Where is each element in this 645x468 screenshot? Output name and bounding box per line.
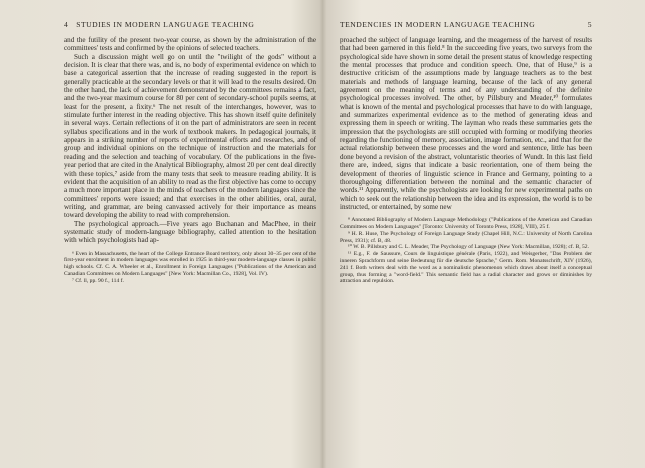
page-number: 5 [587,20,592,29]
left-page-header [64,20,316,32]
paragraph: The psychological approach.—Five years ago Buchanan and MacPhee, in their systematic study of modern-language bibliography, called attention to the hesitation with which psychologists had ap- [64,219,316,245]
left-footnotes [64,251,316,285]
paragraph: and the futility of the present two-year course, as shown by the administration of the committees' tests and confirmed by the opinions of selected teachers. [64,36,316,53]
right-footnotes [340,217,592,285]
footnote: ⁶ Even in Massachusetts, the heart of the College Entrance Board territory, only about 30–35 per cent of the first-year enrolment in modern languages was enrolled in 1925 in third-year modern-language classes in public high schools. Cf. C. A. Wheeler et al., Enrollment in Foreign Languages ("Publications of the American and Canadian Committees on Modern Languages" [New York: Macmillan Co., 1928], Vol. IV). [64,250,316,277]
footnote: ¹⁰ W. B. Pillsbury and C. L. Meader, The Psychology of Language (New York: Macmillan, 1928); cf. B, 52. [348,244,589,251]
footnote: ⁹ H. R. Huse, The Psychology of Foreign Language Study (Chapel Hill, N.C.: University of North Carolina Press, 1931); cf. B, 48. [340,230,592,244]
running-head: TENDENCIES IN MODERN LANGUAGE TEACHING [340,20,536,29]
running-head: STUDIES IN MODERN LANGUAGE TEACHING [76,20,255,29]
left-page [64,20,316,460]
paragraph: Such a discussion might well go on until the "twilight of the gods" without a decision. It is clear that there was, and is, no body of experimental evidence on which to base a categorical assertion that the increase of reading suggested in the report is generally practicable at the secondary levels or that it will lead to the results desired. On the other hand, the lack of achievement demonstrated by the committees remains a fact, and the two-year maximum course for 80 per cent of secondary-school pupils seems, at least for the present, a fixity.⁶ The net result of the interchanges, however, was to stimulate further interest in the reading objective. This has shown itself quite definitely in several ways. Certain reflections of it on the part of administrators are seen in recent syllabus specifications and in the work of textbook makers. In pedagogical journals, it appears in a striking number of reports of experimental efforts and researches, and of group and individual opinions on the technique of instruction and the materials for reading and the selection and teaching of vocabulary. Of the publications in the five-year period that are cited in the Analytical Bibliography, almost 20 per cent deal directly with these topics,⁷ aside from the many tests that seek to measure reading ability. It is evident that the acquisition of an ability to read as the first objective has come to occupy a much more important place in the minds of teachers of the modern languages since the committees' reports were issued; and that exercises in the other abilities, oral, aural, writing, and grammar, are being canvassed actively for their importance as means toward developing the ability to read with comprehension. [64,52,316,220]
right-page-header [340,20,592,32]
footnote: ⁷ Cf. ll, pp. 90 f., 114 f. [72,277,124,284]
left-body-text [64,36,316,245]
footnote: ¹¹ E.g., F. de Saussure, Cours de linguistique générale (Paris, 1922), and Weisgerber, "Das Problem der inneren Sprachform und seine Bedeutung für die deutsche Sprache," Germ. Rom. Monatsschrift, XIV (1926), 241 f. Both writers deal with the word as a nominalistic phenomenon which draws about itself a conceptual group, thus forming a "word-field." This semantic field has a radial character and grows or diminishes by attraction and repulsion. [340,251,592,285]
right-body-text [340,36,592,211]
page-number: 4 [64,20,69,29]
right-page [340,20,592,460]
paragraph: proached the subject of language learning, and the meagerness of the harvest of results that had been garnered in this field.⁸ In the succeeding five years, two surveys from the psychological side have shown in some detail the present status of knowledge respecting the mental processes that produce and condition speech. One, that of Huse,⁹ is a destructive criticism of the assumptions made by language teachers as to the best materials and methods of language learning, because of the lack of any general agreement on the meaning of terms and of any understanding of the definite psychological processes involved. The other, by Pillsbury and Meader,¹⁰ formulates what is known of the mental and psychological processes that have to do with language, and summarizes experimental evidence as to the method of generating ideas and expressing them in speech or writing. The layman who reads these summaries gets the impression that the psychologists are still occupied with forming or modifying theories regarding the functioning of memory, association, image formation, etc., and that for the actual relationship between these processes and the word and sentence, little has been done beyond a revision of the abstract, voluntaristic theories of Wundt. In this last field there are, indeed, signs that indicate a basic reorientation, one of them being the development of theories of linguistic science in France and Germany, pointing to a thoroughgoing differentiation between the nominal and the semantic character of words.¹¹ Apparently, while the psychologists are looking for new experimental paths on which to seek out the relationship between the idea and its expression, the world is to be instructed, or entertained, by some new [340,36,592,211]
footnote: ⁸ Annotated Bibliography of Modern Language Methodology ("Publications of the American and Canadian Committees on Modern Languages" [Toronto: University of Toronto Press, 1928], VIII), 25 f. [340,217,592,231]
